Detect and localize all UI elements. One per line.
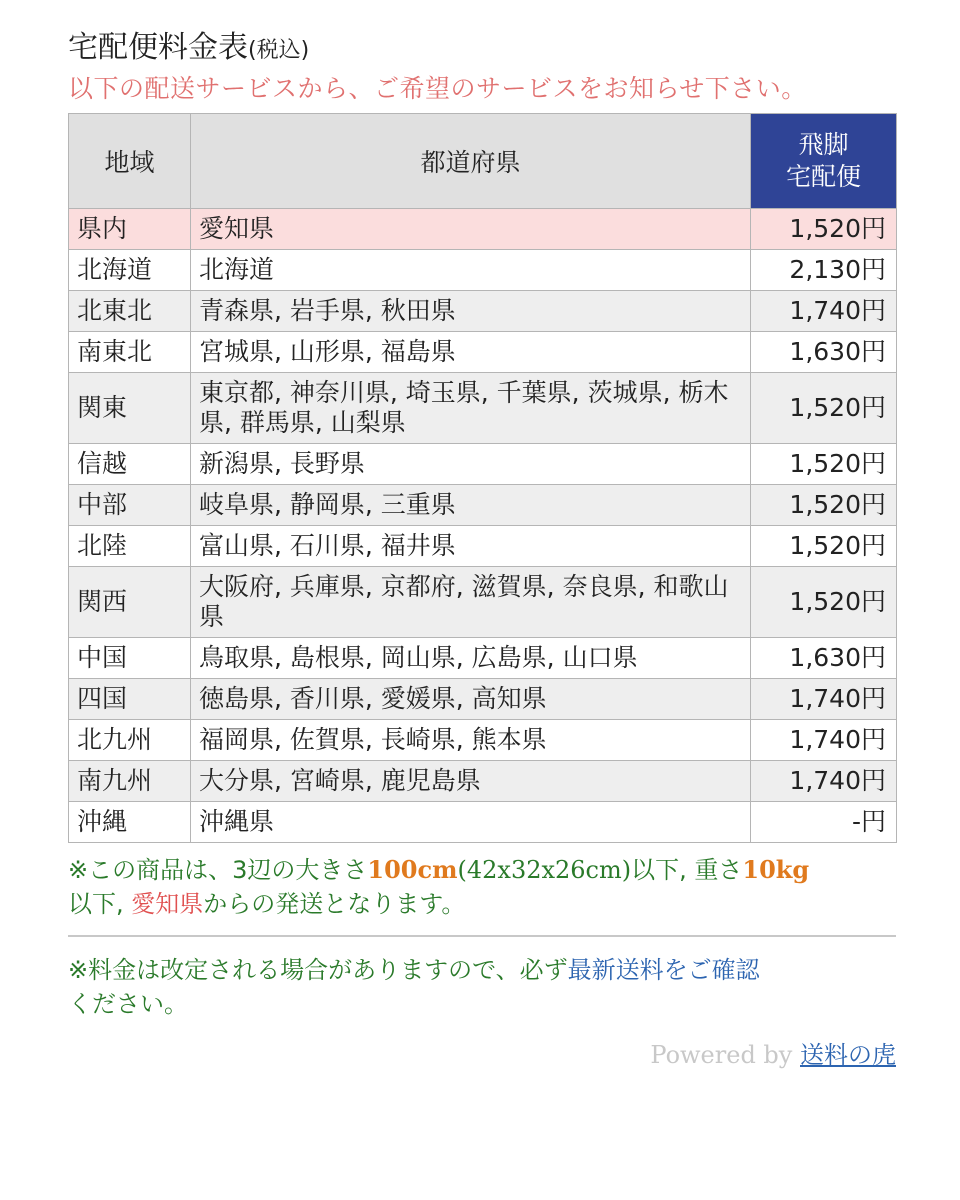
- price-cell: 1,740円: [751, 761, 897, 802]
- region-cell: 関西: [69, 567, 191, 638]
- table-row: [69, 485, 897, 526]
- region-cell: 中部: [69, 485, 191, 526]
- prefectures-cell: 鳥取県, 島根県, 岡山県, 広島県, 山口県: [191, 638, 751, 679]
- region-cell: 北海道: [69, 250, 191, 291]
- note-text: ください。: [68, 990, 188, 1018]
- price-cell: 1,520円: [751, 209, 897, 250]
- region-cell: 四国: [69, 679, 191, 720]
- table-row: [69, 444, 897, 485]
- note-text: ※この商品は、3辺の大きさ: [68, 856, 368, 884]
- divider: [68, 935, 896, 937]
- prefectures-cell: 北海道: [191, 250, 751, 291]
- table-row: [69, 209, 897, 250]
- size-limit: 100cm: [367, 855, 458, 884]
- table-row: [69, 250, 897, 291]
- table-row: [69, 332, 897, 373]
- prefectures-cell: 福岡県, 佐賀県, 長崎県, 熊本県: [191, 720, 751, 761]
- region-cell: 中国: [69, 638, 191, 679]
- price-cell: 2,130円: [751, 250, 897, 291]
- origin-prefecture: 愛知県: [131, 890, 204, 918]
- shipping-note: [68, 853, 896, 921]
- price-cell: 1,740円: [751, 679, 897, 720]
- region-cell: 南九州: [69, 761, 191, 802]
- table-row: [69, 761, 897, 802]
- page: [68, 28, 896, 1070]
- region-cell: 沖縄: [69, 802, 191, 843]
- region-cell: 関東: [69, 373, 191, 444]
- price-cell: 1,520円: [751, 567, 897, 638]
- prefectures-cell: 徳島県, 香川県, 愛媛県, 高知県: [191, 679, 751, 720]
- price-cell: 1,520円: [751, 485, 897, 526]
- prefectures-cell: 愛知県: [191, 209, 751, 250]
- region-cell: 南東北: [69, 332, 191, 373]
- dimensions: (42x32x26cm): [457, 856, 632, 884]
- title-tax: (税込): [248, 38, 310, 63]
- note-text: からの発送となります。: [203, 890, 466, 918]
- page-title: [68, 28, 896, 71]
- title-text: 宅配便料金表: [68, 30, 248, 65]
- rate-table: [68, 113, 897, 843]
- table-row: [69, 802, 897, 843]
- prefectures-cell: 青森県, 岩手県, 秋田県: [191, 291, 751, 332]
- region-cell: 北陸: [69, 526, 191, 567]
- prefectures-cell: 富山県, 石川県, 福井県: [191, 526, 751, 567]
- update-note: [68, 953, 896, 1021]
- table-header-row: [69, 114, 897, 209]
- header-prefecture: 都道府県: [191, 114, 751, 209]
- region-cell: 北東北: [69, 291, 191, 332]
- table-row: [69, 526, 897, 567]
- price-cell: 1,630円: [751, 638, 897, 679]
- price-cell: 1,520円: [751, 373, 897, 444]
- header-carrier-line1: 飛脚: [798, 130, 849, 159]
- region-cell: 県内: [69, 209, 191, 250]
- weight-limit: 10kg: [742, 855, 810, 884]
- latest-rates-link[interactable]: 最新送料をご確認: [567, 956, 760, 984]
- table-row: [69, 679, 897, 720]
- note-text: ※料金は改定される場合がありますので、必ず: [68, 956, 568, 984]
- footer: [68, 1035, 896, 1070]
- table-row: [69, 720, 897, 761]
- header-carrier-line2: 宅配便: [785, 162, 861, 191]
- header-region: 地域: [69, 114, 191, 209]
- price-cell: 1,520円: [751, 444, 897, 485]
- note-text: 以下, 重さ: [631, 856, 743, 884]
- table-row: [69, 373, 897, 444]
- powered-by: Powered by: [650, 1041, 793, 1069]
- prefectures-cell: 岐阜県, 静岡県, 三重県: [191, 485, 751, 526]
- region-cell: 信越: [69, 444, 191, 485]
- price-cell: 1,740円: [751, 291, 897, 332]
- brand-link[interactable]: 送料の虎: [800, 1041, 896, 1069]
- price-cell: 1,740円: [751, 720, 897, 761]
- table-row: [69, 638, 897, 679]
- price-cell: -円: [751, 802, 897, 843]
- prefectures-cell: 大阪府, 兵庫県, 京都府, 滋賀県, 奈良県, 和歌山県: [191, 567, 751, 638]
- region-cell: 北九州: [69, 720, 191, 761]
- prefectures-cell: 東京都, 神奈川県, 埼玉県, 千葉県, 茨城県, 栃木県, 群馬県, 山梨県: [191, 373, 751, 444]
- price-cell: 1,630円: [751, 332, 897, 373]
- prefectures-cell: 宮城県, 山形県, 福島県: [191, 332, 751, 373]
- prefectures-cell: 大分県, 宮崎県, 鹿児島県: [191, 761, 751, 802]
- prefectures-cell: 沖縄県: [191, 802, 751, 843]
- note-text: 以下,: [68, 890, 132, 918]
- table-row: [69, 567, 897, 638]
- prefectures-cell: 新潟県, 長野県: [191, 444, 751, 485]
- subtitle: 以下の配送サービスから、ご希望のサービスをお知らせ下さい。: [68, 74, 807, 103]
- header-carrier: [751, 114, 897, 209]
- table-row: [69, 291, 897, 332]
- price-cell: 1,520円: [751, 526, 897, 567]
